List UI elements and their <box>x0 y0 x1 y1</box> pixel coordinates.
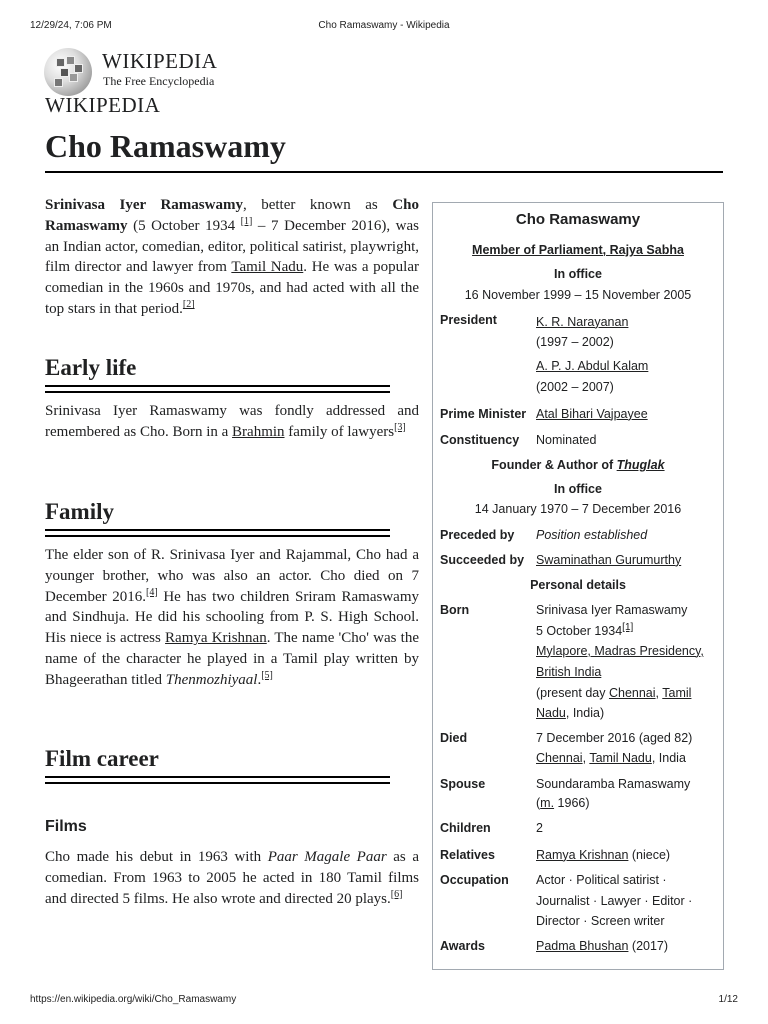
born-present-day <box>536 683 721 703</box>
president-1-years: (1997 – 2002) <box>536 335 614 349</box>
section-divider <box>45 385 390 387</box>
president-2-link[interactable]: A. P. J. Abdul Kalam <box>536 359 649 373</box>
print-url: https://en.wikipedia.org/wiki/Cho_Ramaswamy <box>30 994 237 1005</box>
name-full: Srinivasa Iyer Ramaswamy <box>45 197 243 213</box>
relatives <box>536 845 721 865</box>
spouse-year: 1966) <box>554 796 590 810</box>
films-text: as a comedian. From 1963 to 2005 he acted in 180 Tamil films and directed 5 films. He also wrote and directed 20 plays. <box>45 849 419 907</box>
president-label: President <box>440 313 497 327</box>
print-page-number: 1/12 <box>718 994 738 1005</box>
born-date-text: 5 October 1934 <box>536 624 623 638</box>
born-present-text: (present day <box>536 686 609 700</box>
occupation-line-2: Journalist · Lawyer · Editor · <box>536 894 693 908</box>
died-place-text: , <box>582 751 590 765</box>
ref-link[interactable]: [3] <box>394 421 406 433</box>
awards-year: (2017) <box>628 939 669 953</box>
born-place <box>536 641 721 661</box>
children: 2 <box>536 821 543 835</box>
family-text: He has two children Sriram Ramaswamy and Sindhuja. He did his schooling from P. S. High School. His niece is actress <box>45 588 419 647</box>
constituency: Nominated <box>536 433 597 447</box>
constituency-label: Constituency <box>440 433 520 447</box>
born-present-text: , India) <box>565 706 605 720</box>
thuglak-link[interactable]: Thuglak <box>616 458 665 472</box>
died-label: Died <box>440 731 468 745</box>
spouse: Soundaramba Ramaswamy <box>536 777 691 791</box>
ref-link[interactable]: [2] <box>182 298 195 310</box>
occupation-line-1: Actor · Political satirist · <box>536 873 667 887</box>
rajya-sabha-link[interactable]: Member of Parliament, Rajya Sabha <box>472 243 684 257</box>
born-present-day-2 <box>536 703 721 723</box>
section-divider <box>45 782 390 784</box>
family-text: . <box>257 671 262 688</box>
padma-bhushan-link[interactable]: Padma Bhushan <box>536 939 629 953</box>
born-present-text: , <box>655 686 663 700</box>
children-label: Children <box>440 821 491 835</box>
section-divider <box>45 391 390 393</box>
play-title: Thenmozhiyaal <box>165 671 258 688</box>
heading-film-career: Film career <box>45 746 159 771</box>
born-date <box>536 621 721 641</box>
office-thuglak-prefix: Founder & Author of <box>491 458 617 472</box>
films-text: Cho made his debut in 1963 with <box>45 849 268 865</box>
married-link[interactable]: m. <box>540 796 555 810</box>
born-place-link[interactable]: Mylapore, Madras Presidency, <box>536 644 704 658</box>
section-divider <box>45 776 390 778</box>
born-label: Born <box>440 603 470 617</box>
ref-link[interactable]: [1] <box>240 215 253 227</box>
wikipedia-tagline: The Free Encyclopedia <box>103 74 215 88</box>
print-datetime: 12/29/24, 7:06 PM <box>30 20 112 31</box>
successor-link[interactable]: Swaminathan Gurumurthy <box>536 553 682 567</box>
heading-films: Films <box>45 818 87 835</box>
in-office-label: In office <box>554 267 602 281</box>
born-name: Srinivasa Iyer Ramaswamy <box>536 603 688 617</box>
section-divider <box>45 535 390 537</box>
succeeded-label: Succeeded by <box>440 553 525 567</box>
relatives-label: Relatives <box>440 848 495 862</box>
president-2 <box>536 356 721 376</box>
preceded-label: Preceded by <box>440 528 515 542</box>
tamil-nadu-link[interactable]: Tamil Nadu <box>231 259 304 276</box>
heading-family: Family <box>45 499 114 524</box>
family-text: . The name 'Cho' was the name of the character he played in a Tamil play written by Bhageerathan titled <box>45 630 419 688</box>
born-country <box>536 662 721 682</box>
succeeded-by <box>536 550 721 570</box>
prime-minister-link[interactable]: Atal Bihari Vajpayee <box>536 407 648 421</box>
chennai-link[interactable]: Chennai <box>608 686 656 700</box>
personal-details-heading: Personal details <box>530 578 626 592</box>
office-rajya-sabha <box>433 240 723 260</box>
wikipedia-globe-icon[interactable] <box>44 48 92 96</box>
died-place <box>536 748 721 768</box>
intro-text: – 7 December 2016), was an Indian actor, comedian, editor, political satirist, playwright, film director and lawyer from <box>45 217 419 276</box>
president-1-link[interactable]: K. R. Narayanan <box>536 315 629 329</box>
chennai-link[interactable]: Chennai <box>536 751 583 765</box>
tamil-nadu-link[interactable]: Nadu <box>536 706 566 720</box>
occupation-label: Occupation <box>440 873 509 887</box>
name-short: Cho Ramaswamy <box>45 197 419 234</box>
spouse-marriage: (m. 1966) <box>536 796 590 810</box>
occupation-line-3: Director · Screen writer <box>536 914 665 928</box>
wikipedia-wordmark-large[interactable]: WIKIPEDIA <box>45 93 161 117</box>
died-date: 7 December 2016 (aged 82) <box>536 731 693 745</box>
preceded-by: Position established <box>536 528 648 542</box>
intro-text: (5 October 1934 <box>127 217 241 234</box>
term-1: 16 November 1999 – 15 November 2005 <box>464 288 692 302</box>
early-life-paragraph <box>45 401 419 443</box>
film-title: Paar Magale Paar <box>267 849 387 865</box>
infobox <box>432 202 724 970</box>
died-place-text: , India <box>651 751 686 765</box>
section-divider <box>45 529 390 531</box>
infobox-title: Cho Ramaswamy <box>515 211 641 228</box>
british-india-link[interactable]: British India <box>536 665 602 679</box>
wikipedia-wordmark[interactable]: WIKIPEDIA <box>102 49 218 73</box>
in-office-label-2: In office <box>554 482 602 496</box>
brahmin-link[interactable]: Brahmin <box>232 423 285 440</box>
awards <box>536 936 721 956</box>
office-thuglak <box>433 455 723 475</box>
films-paragraph <box>45 847 419 909</box>
president-1 <box>536 312 721 332</box>
ref-link[interactable]: [5] <box>261 669 273 681</box>
ramya-krishnan-link[interactable]: Ramya Krishnan <box>536 848 629 862</box>
ref-link[interactable]: [1] <box>622 621 634 633</box>
family-paragraph <box>45 545 419 691</box>
term-2: 14 January 1970 – 7 December 2016 <box>474 502 682 516</box>
page-title: Cho Ramaswamy <box>45 128 286 164</box>
ref-link[interactable]: [6] <box>390 888 403 900</box>
title-divider <box>45 171 723 173</box>
early-life-text: family of lawyers <box>284 423 395 440</box>
tamil-nadu-link[interactable]: Tamil <box>662 686 692 700</box>
spouse-label: Spouse <box>440 777 486 791</box>
prime-minister <box>536 404 721 424</box>
early-life-text: Srinivasa Iyer Ramaswamy was fondly addressed and remembered as Cho. Born in a <box>45 403 419 440</box>
family-text: The elder son of R. Srinivasa Iyer and Rajammal, Cho had a younger brother, who was also an actor. Cho died on 7 December 2016. <box>45 547 419 605</box>
ref-link[interactable]: [4] <box>146 586 158 598</box>
print-page-title: Cho Ramaswamy - Wikipedia <box>318 20 450 31</box>
intro-paragraph <box>45 195 419 320</box>
ramya-krishnan-link[interactable]: Ramya Krishnan <box>165 630 267 647</box>
relatives-relation: (niece) <box>628 848 671 862</box>
intro-text: . He was a popular comedian in the 1960s and 1970s, and had acted with all the top stars in that period. <box>45 259 420 317</box>
prime-minister-label: Prime Minister <box>440 407 527 421</box>
awards-label: Awards <box>440 939 485 953</box>
president-2-years: (2002 – 2007) <box>536 380 614 394</box>
tamil-nadu-link[interactable]: Tamil Nadu <box>589 751 652 765</box>
heading-early-life: Early life <box>45 355 137 380</box>
intro-text: , better known as <box>242 197 393 213</box>
